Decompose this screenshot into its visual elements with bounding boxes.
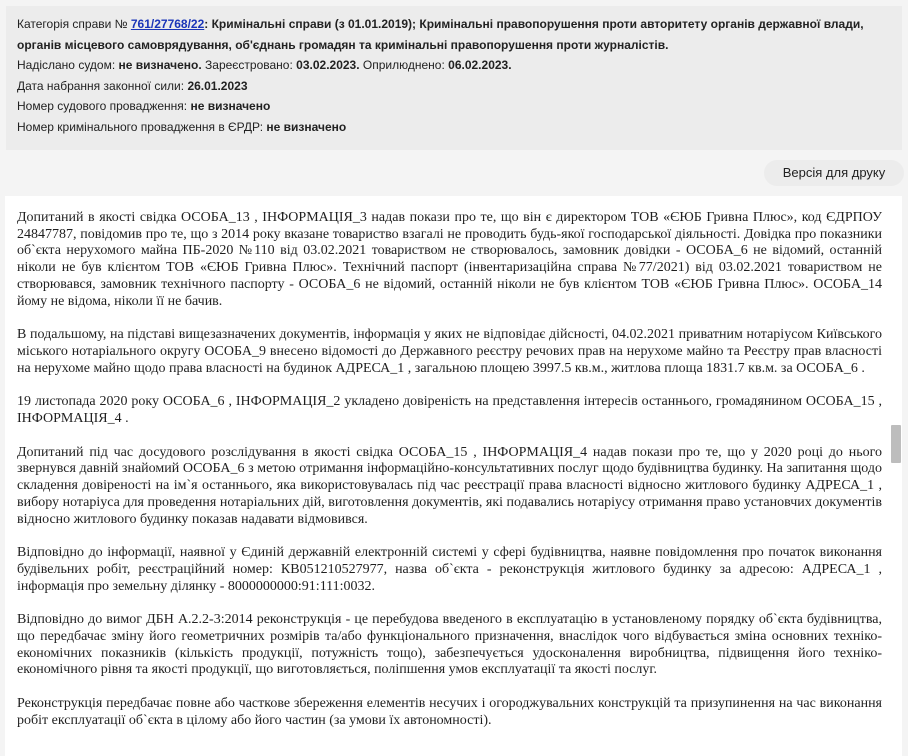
effective-value: 26.01.2023 <box>187 78 248 93</box>
case-info-panel <box>6 6 902 150</box>
print-version-button[interactable]: Версія для друку <box>764 160 904 186</box>
court-proceeding-label: Номер судового провадження: <box>17 99 188 113</box>
case-dates-line <box>17 55 891 76</box>
document-paragraph: Відповідно до інформації, наявної у Єдиній державній електронній системі у сфері будівництва, наявне повідомлення про початок виконання будівельних робіт, реєстраційний номер: КВ051210527977, назва об`єкта - реконструкція житлового будинку за адресою: АДРЕСА_1 , інформація про земельну ділянку - 8000000000:91:111:0032. <box>17 545 882 594</box>
document-viewer <box>5 196 902 756</box>
document-paragraph: 19 листопада 2020 року ОСОБА_6 , ІНФОРМАЦІЯ_2 укладено довіреність на представлення інтересів останнього, громадянином ОСОБА_15 , ІНФОРМАЦІЯ_4 . <box>17 394 882 427</box>
registered-value: 03.02.2023. <box>296 58 360 72</box>
erdr-label: Номер кримінального провадження в ЄРДР: <box>17 119 264 134</box>
vertical-scrollbar[interactable] <box>890 196 902 756</box>
published-value: 06.02.2023. <box>448 58 512 72</box>
case-category-value: : Кримінальні справи (з 01.01.2019); Кримінальні правопорушення проти авторитету органів державної влади, органів місцевого самоврядування, об'єднань громадян та кримінальні правопорушення проти журналістів. <box>17 17 864 52</box>
registered-label: Зареєстровано: <box>205 58 293 72</box>
document-paragraph: Допитаний в якості свідка ОСОБА_13 , ІНФОРМАЦІЯ_3 надав покази про те, що він є директором ТОВ «ЄЮБ Гривна Плюс», код ЄДРПОУ 24847787, повідомив про те, що з 2014 року вказане товариство взагалі не проводить будь-якої господарської діяльності. Довідка про показники об`єкта нерухомого майна ПБ-2020 №110 від 03.02.2021 товариством не створювалось, замовник довідки - ОСОБА_6 не відомий, останній ніколи не був клієнтом ТОВ «ЄЮБ Гривна Плюс». Технічний паспорт (інвентаризаційна справа №77/2021) від 03.02.2021 товариством не створювався, замовник технічного паспорту - ОСОБА_6 не відомий, останній ніколи не був клієнтом ТОВ «ЄЮБ Гривна Плюс». ОСОБА_14 йому не відома, ніколи її не бачив. <box>17 210 882 309</box>
effective-label: Дата набрання законної сили: <box>17 78 185 93</box>
scrollbar-thumb[interactable] <box>891 425 901 463</box>
document-text <box>17 210 882 747</box>
sent-label: Надіслано судом: <box>17 58 116 72</box>
document-paragraph: Допитаний під час досудового розслідування в якості свідка ОСОБА_15 , ІНФОРМАЦІЯ_4 надав покази про те, що у 2020 році до нього звернувся давній знайомий ОСОБА_6 з метою отримання інформаційно-консультативних послуг щодо будівництва будинку. На запитання щодо складення довіреності на ім`я останнього, яка використовувалась під час реєстрації права власності відносно житлового будинку АДРЕСА_1 , вибору нотаріуса для проведення нотаріальних дій, виготовлення документів, які подавались нотаріусу отримання право установчих документів відносно житлового будинку показав надавати відмовився. <box>17 444 882 527</box>
case-category-line <box>17 14 891 55</box>
document-paragraph: Реконструкція передбачає повне або часткове збереження елементів несучих і огороджувальних конструкцій та призупинення на час виконання робіт експлуатації об`єкта в цілому або його частин (за умови їх автономності). <box>17 696 882 728</box>
erdr-line <box>17 117 891 138</box>
court-proceeding-line <box>17 96 891 117</box>
case-category-label: Категорія справи № <box>17 17 128 31</box>
effective-date-line <box>17 76 891 97</box>
sent-value: не визначено. <box>118 58 202 72</box>
case-number-link[interactable]: 761/27768/22 <box>130 17 205 31</box>
published-label: Оприлюднено: <box>362 58 445 72</box>
court-proceeding-value: не визначено <box>190 99 271 113</box>
document-paragraph: В подальшому, на підставі вищезазначених документів, інформація у яких не відповідає дійсності, 04.02.2021 приватним нотаріусом Київського міського нотаріального округу ОСОБА_9 внесено відомості до Державного реєстру речових прав на нерухоме майно та Реєстру прав власності на нерухоме майно щодо права власності на будинок АДРЕСА_1 , загальною площею 3997.5 кв.м., житлова площа 1831.7 кв.м. за ОСОБА_6 . <box>17 327 882 376</box>
erdr-value: не визначено <box>266 119 347 134</box>
document-paragraph: Відповідно до вимог ДБН А.2.2-3:2014 реконструкція - це перебудова введеного в експлуатацію в установленому порядку об`єкта будівництва, що передбачає зміну його геометричних розмірів та/або функціонального призначення, внаслідок чого відбувається зміна основних техніко-економічних показників (кількість продукції, потужність тощо), забезпечується удосконалення виробництва, підвищення його техніко-економічного рівня та якості продукції, що виготовляється, поліпшення умов експлуатації та якості послуг. <box>17 612 882 678</box>
